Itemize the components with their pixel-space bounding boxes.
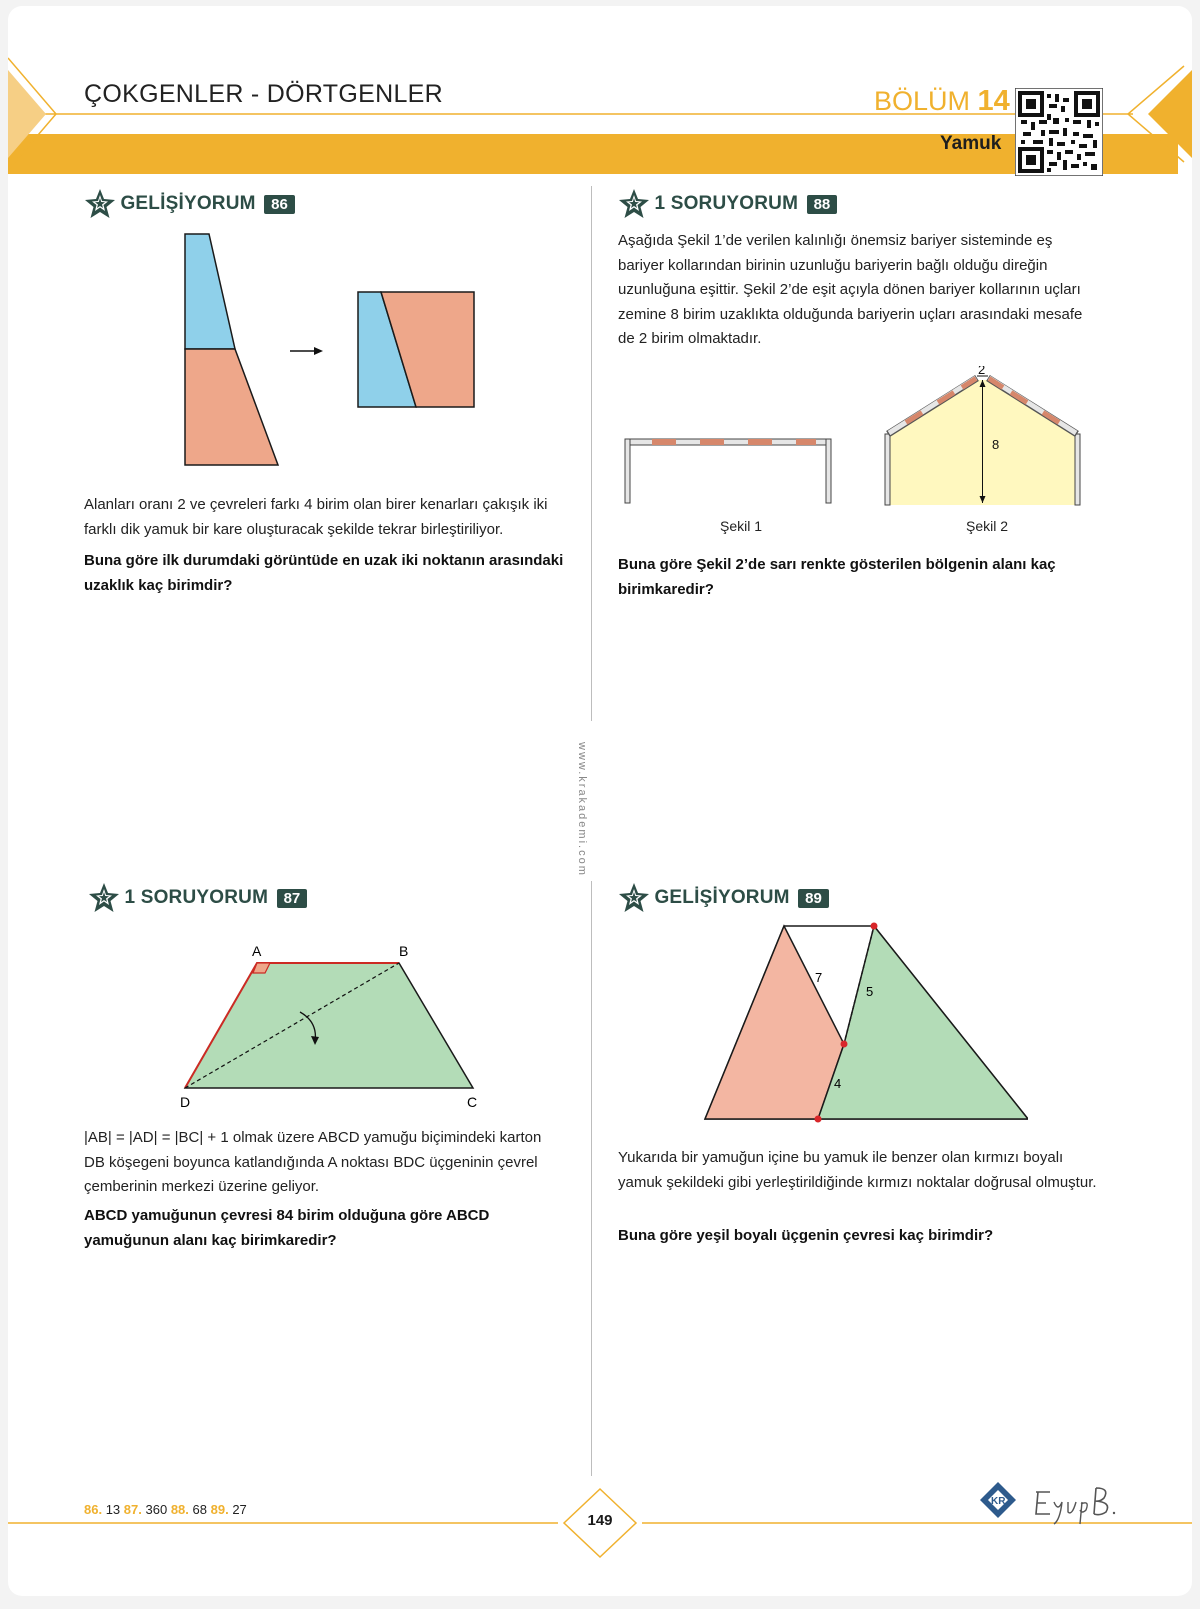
star-icon <box>618 882 650 914</box>
label-2: 2 <box>978 366 986 377</box>
fig1-barrier-arm <box>630 439 826 445</box>
q89-heading <box>618 882 829 914</box>
point-d: D <box>180 1094 191 1110</box>
answer-87-value: 360 <box>145 1502 168 1517</box>
q89-number: 89 <box>798 889 829 908</box>
chapter-title: ÇOKGENLER - DÖRTGENLER <box>84 80 443 108</box>
label-7: 7 <box>815 970 823 985</box>
q86-label: GELİŞİYORUM <box>120 193 256 214</box>
point-a: A <box>252 943 262 959</box>
orange-trapezoid <box>185 349 278 465</box>
fig1-right-post <box>826 439 831 503</box>
svg-text:KR: KR <box>991 1496 1006 1507</box>
q88-question: Buna göre Şekil 2’de sarı renkte gösterilen bölgenin alanı kaç birimkaredir? <box>618 556 1056 598</box>
q87-text: |AB| = |AD| = |BC| + 1 olmak üzere ABCD yamuğu biçimindeki karton DB köşegeni boyunca katlandığında A noktası BDC üçgeninin çevrel çemberinin merkezi üzerine geliyor. <box>84 1129 542 1195</box>
star-icon <box>84 188 116 220</box>
answer-key <box>84 1502 247 1517</box>
q88-label: 1 SORUYORUM <box>654 193 799 214</box>
label-5: 5 <box>866 984 874 999</box>
red-point-middle <box>841 1041 848 1048</box>
label-8: 8 <box>992 437 1000 452</box>
topic-title: Yamuk <box>940 133 1002 154</box>
q87-question: ABCD yamuğunun çevresi 84 birim olduğuna göre ABCD yamuğunun alanı kaç birimkaredir? <box>84 1207 490 1249</box>
q87-heading <box>88 882 307 914</box>
arrow-head <box>314 347 323 355</box>
red-point-top <box>871 923 878 930</box>
answer-88-label: 88. <box>170 1502 189 1517</box>
answer-88-value: 68 <box>192 1502 207 1517</box>
q88-heading <box>618 188 837 220</box>
fig2-left-post <box>885 434 890 505</box>
q89-text: Yukarıda bir yamuğun içine bu yamuk ile benzer olan kırmızı boyalı yamuk şekildeki gibi yerleştirildiğinde kırmızı noktalar doğrusal olmuştur. <box>618 1149 1097 1191</box>
page <box>8 6 1192 1596</box>
star-icon <box>88 882 120 914</box>
fig2-caption: Şekil 2 <box>966 518 1009 534</box>
point-b: B <box>399 943 409 959</box>
q86-figure <box>168 231 488 476</box>
q89-label: GELİŞİYORUM <box>654 887 790 908</box>
answer-89-value: 27 <box>232 1502 247 1517</box>
answer-89-label: 89. <box>210 1502 229 1517</box>
q86-number: 86 <box>264 195 295 214</box>
trapezoid-abcd <box>185 963 473 1088</box>
q87-number: 87 <box>277 889 308 908</box>
section-word: BÖLÜM <box>874 86 971 116</box>
q89-figure <box>688 920 1028 1130</box>
fig1-caption: Şekil 1 <box>720 518 763 534</box>
website-text[interactable]: www.krakademi.com <box>576 742 588 877</box>
header-bar-end <box>1141 134 1178 174</box>
answer-87-label: 87. <box>123 1502 142 1517</box>
q88-number: 88 <box>807 195 838 214</box>
qr-code[interactable] <box>1015 88 1103 176</box>
kr-logo <box>976 1480 1020 1522</box>
signature <box>1030 1480 1120 1530</box>
label-4: 4 <box>834 1076 842 1091</box>
red-point-bottom <box>815 1116 822 1123</box>
q87-figure <box>168 936 498 1111</box>
answer-86-value: 13 <box>105 1502 121 1517</box>
q86-question: Buna göre ilk durumdaki görüntüde en uzak iki noktanın arasındaki uzaklık kaç birimdir? <box>84 552 564 594</box>
answer-86-label: 86. <box>84 1502 103 1517</box>
section-label <box>874 85 1010 118</box>
section-number: 14 <box>977 85 1010 117</box>
q89-question: Buna göre yeşil boyalı üçgenin çevresi kaç birimdir? <box>618 1227 994 1244</box>
q86-heading <box>84 188 295 220</box>
fig2-right-post <box>1075 434 1080 505</box>
q88-text: Aşağıda Şekil 1’de verilen kalınlığı önemsiz bariyer sisteminde eş bariyer kollarından birinin uzunluğu bariyerin bağlı olduğu direğin uzunluğuna eşittir. Şekil 2’de eşit açıyla dönen bariyer kollarının uçları zemine 8 birim uzaklıkta olduğunda bariyerin uçları arasındaki mesafe de 2 birim olmaktadır. <box>618 232 1083 347</box>
q86-text: Alanları oranı 2 ve çevreleri farkı 4 birim olan birer kenarları çakışık iki farklı dik yamuk bir kare oluşturacak şekilde tekrar birleştiriliyor. <box>84 496 548 538</box>
q88-figure <box>618 366 1118 511</box>
page-number: 149 <box>587 1512 613 1529</box>
blue-trapezoid <box>185 234 235 349</box>
fig1-left-post <box>625 439 630 503</box>
star-icon <box>618 188 650 220</box>
point-c: C <box>467 1094 478 1110</box>
q87-label: 1 SORUYORUM <box>124 887 269 908</box>
